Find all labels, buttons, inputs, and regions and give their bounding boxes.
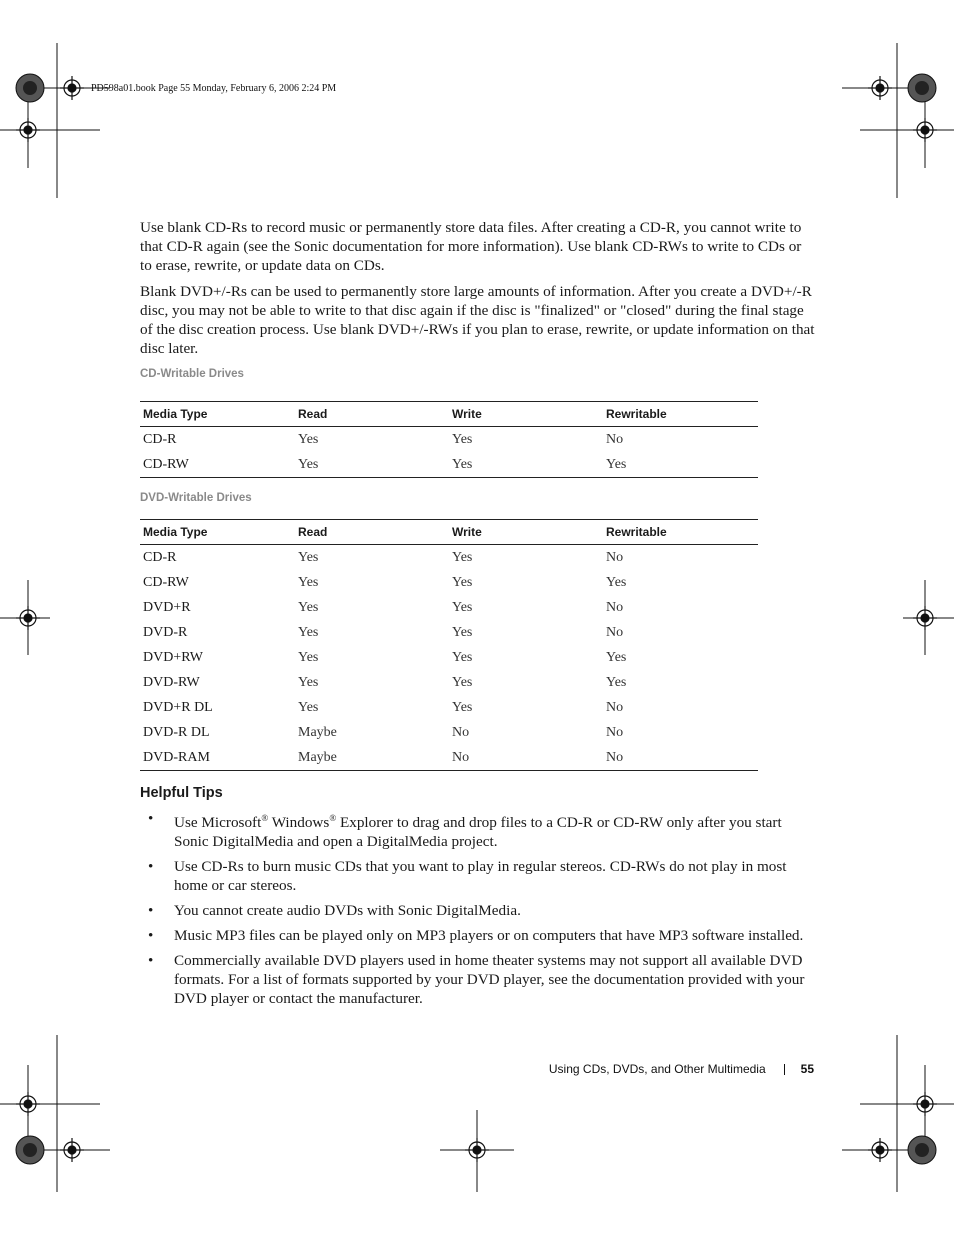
table-row (140, 427, 758, 453)
table-row (140, 745, 758, 771)
bullet-icon: • (148, 858, 154, 876)
cell-media-type: DVD-RW (143, 674, 200, 690)
cell-write: No (452, 749, 470, 765)
col-header-read: Read (295, 520, 449, 545)
cell-read: Yes (298, 431, 319, 447)
cell-write: Yes (452, 624, 473, 640)
cell-read: Yes (298, 649, 319, 665)
table-row (140, 452, 758, 478)
table-row (140, 595, 758, 620)
table-row (140, 645, 758, 670)
table-row (140, 695, 758, 720)
paragraph-dvd-r: Blank DVD+/-Rs can be used to permanently store large amounts of information. After you create a DVD+/-R disc, you may not be able to write to that disc again if the disc is "finalized" or "closed" during the final stage of the disc creation process. Use blank DVD+/-RWs if you plan to erase, rewrite, or update information on that disc later. (140, 283, 815, 357)
cell-write: No (452, 724, 470, 740)
cell-rewritable: No (606, 624, 624, 640)
helpful-tips-list (140, 809, 815, 1008)
cell-rewritable: Yes (606, 649, 627, 665)
cell-rewritable: Yes (606, 456, 627, 472)
list-item: • Music MP3 files can be played only on MP3 players or on computers that have MP3 software installed. (148, 927, 804, 945)
table-row (140, 545, 758, 571)
dvd-writable-table (140, 519, 758, 771)
cell-rewritable: No (606, 599, 624, 615)
cell-write: Yes (452, 599, 473, 615)
cell-media-type: DVD+R (143, 599, 191, 615)
cell-rewritable: Yes (606, 574, 627, 590)
table-header-row (140, 520, 758, 545)
cell-media-type: CD-RW (143, 456, 189, 472)
table-row (140, 670, 758, 695)
cell-rewritable: No (606, 431, 624, 447)
footer-section-title: Using CDs, DVDs, and Other Multimedia (548, 1062, 766, 1076)
list-item: • You cannot create audio DVDs with Sonic DigitalMedia. (148, 902, 521, 920)
table-row (140, 570, 758, 595)
cell-media-type: CD-R (143, 431, 177, 447)
col-header-write: Write (449, 402, 603, 427)
bullet-icon: • (148, 810, 154, 827)
table-row (140, 720, 758, 745)
cell-read: Yes (298, 674, 319, 690)
table-header-row (140, 402, 758, 427)
cell-rewritable: Yes (606, 674, 627, 690)
dvd-table-caption: DVD-Writable Drives (140, 492, 252, 504)
cell-read: Yes (298, 574, 319, 590)
cell-media-type: DVD+RW (143, 649, 204, 665)
cell-write: Yes (452, 431, 473, 447)
cell-media-type: DVD-R (143, 624, 188, 640)
bullet-icon: • (148, 927, 154, 945)
cell-rewritable: No (606, 699, 624, 715)
cell-read: Yes (298, 456, 319, 472)
list-item: • Use CD-Rs to burn music CDs that you want to play in regular stereos. CD-RWs do not play in most home or car stereos. (148, 858, 787, 895)
bullet-icon: • (148, 902, 154, 920)
cell-read: Yes (298, 624, 319, 640)
table-row (140, 620, 758, 645)
cell-media-type: DVD-RAM (143, 749, 210, 765)
page-footer (549, 1062, 814, 1076)
cell-read: Maybe (298, 724, 337, 740)
col-header-read: Read (295, 402, 449, 427)
list-item: • Commercially available DVD players used in home theater systems may not support all available DVD formats. For a list of formats supported by your DVD player, see the documentation provided with your DVD player or contact the manufacturer. (148, 952, 805, 1008)
cell-write: Yes (452, 574, 473, 590)
cd-table-caption: CD-Writable Drives (140, 368, 244, 380)
paragraph-cd-r: Use blank CD-Rs to record music or permanently store data files. After creating a CD-R, you cannot write to that CD-R again (see the Sonic documentation for more information). Use blank CD-RWs to write to CDs or to erase, rewrite, or update data on CDs. (140, 219, 802, 274)
bullet-icon: • (148, 952, 154, 970)
cell-rewritable: No (606, 724, 624, 740)
cell-media-type: CD-RW (143, 574, 189, 590)
col-header-write: Write (449, 520, 603, 545)
cell-write: Yes (452, 674, 473, 690)
cd-writable-table (140, 401, 758, 478)
cell-media-type: DVD+R DL (143, 699, 213, 715)
page-content (140, 218, 815, 1014)
cell-rewritable: No (606, 749, 624, 765)
cell-read: Yes (298, 549, 319, 565)
cell-media-type: DVD-R DL (143, 724, 210, 740)
cell-read: Yes (298, 699, 319, 715)
page-number: 55 (800, 1062, 814, 1076)
footer-divider (784, 1064, 785, 1075)
cell-write: Yes (452, 456, 473, 472)
col-header-rewritable: Rewritable (603, 520, 758, 545)
col-header-rewritable: Rewritable (603, 402, 758, 427)
cell-write: Yes (452, 699, 473, 715)
helpful-tips-heading: Helpful Tips (140, 785, 223, 801)
print-file-info: PD598a01.book Page 55 Monday, February 6, 2006 2:24 PM (91, 83, 337, 94)
col-header-media-type: Media Type (140, 402, 295, 427)
cell-read: Yes (298, 599, 319, 615)
col-header-media-type: Media Type (140, 520, 295, 545)
cell-read: Maybe (298, 749, 337, 765)
list-item: • Use Microsoft® Windows® Explorer to drag and drop files to a CD-R or CD-RW only after you start Sonic DigitalMedia and open a DigitalMedia project. (148, 810, 782, 851)
cell-media-type: CD-R (143, 549, 177, 565)
cell-write: Yes (452, 549, 473, 565)
cell-rewritable: No (606, 549, 624, 565)
cell-write: Yes (452, 649, 473, 665)
